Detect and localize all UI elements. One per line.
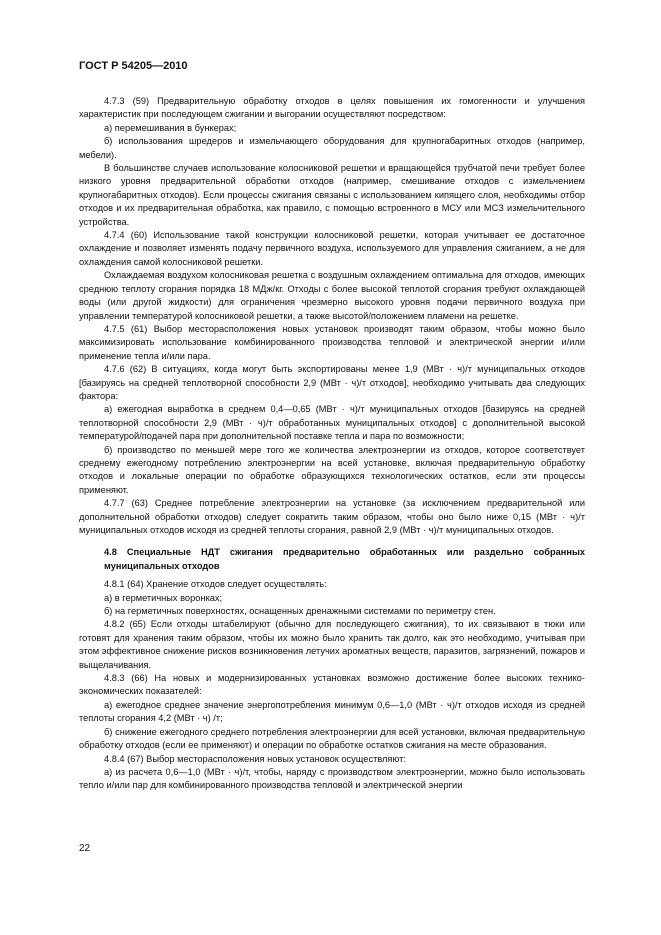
paragraph-4-7-6: 4.7.6 (62) В ситуациях, когда могут быть экспортированы менее 1,9 (МВт · ч)/т муниципальных отходов [базируясь на средней теплотворной способности 2,9 (МВт · ч)/т отходов], необходимо учитывать два следующих фактора:: [79, 364, 585, 401]
paragraph-4-7-4: 4.7.4 (60) Использование такой конструкции колосниковой решетки, которая учитывает ее достаточное охлаждение и позволяет изменять подачу первичного воздуха, используемого для управления сжиганием, а не для охлаждения самой колосниковой решетки.: [79, 230, 585, 267]
document-body: [79, 95, 585, 793]
list-item: а) в герметичных воронках;: [104, 592, 223, 603]
list-item: б) использования шредеров и измельчающего оборудования для крупногабаритных отходов (например, мебели).: [79, 136, 585, 160]
list-item: б) на герметичных поверхностях, оснащенных дренажными системами по периметру стен.: [104, 606, 496, 617]
paragraph-4-8-3: 4.8.3 (66) На новых и модернизированных установках возможно достижение более высоких технико-экономических показателей:: [79, 673, 585, 697]
list-item: а) ежегодная выработка в среднем 0,4—0,65 (МВт · ч)/т муниципальных отходов [базируясь на средней теплотворной способности 2,9 (МВт · ч)/т обработанных муниципальных отходов] с дополнительной высокой температурой/подачей пара при дополнительной поставке тепла и пара по возможности;: [79, 404, 585, 442]
list-item: а) перемешивания в бункерах;: [104, 122, 237, 133]
paragraph: В большинстве случаев использование колосниковой решетки и вращающейся трубчатой печи требует более низкого уровня предварительной обработки отходов (например, смешивание отходов с измельчением крупногабаритных отходов). Если процессы сжигания связаны с использованием кипящего слоя, необходимы отбор отходов и их предварительная обработка, как правило, с помощью встроенного в МСУ или МСЗ измельчительного устройства.: [79, 163, 585, 227]
document-header: ГОСТ Р 54205—2010: [79, 60, 188, 72]
list-item: а) ежегодное среднее значение энергопотребления минимум 0,6—1,0 (МВт · ч)/т отходов исходя из средней теплоты сгорания 4,2 (МВт · ч) /т;: [79, 699, 585, 724]
paragraph: Охлаждаемая воздухом колосниковая решетка с воздушным охлаждением оптимальна для отходов, имеющих среднюю теплоту сгорания порядка 18 МДж/кг. Отходы с более высокой теплотой сгорания требуют охлаждающей воды (или другой жидкости) для ограничения чрезмерно высокого уровня подачи первичного воздуха при управлении температурой колосниковой решетки, а также высотой/положением пламени на решетке.: [79, 270, 585, 321]
paragraph-4-7-3: 4.7.3 (59) Предварительную обработку отходов в целях повышения их гомогенности и улучшения характеристик при последующем сжигании и выгорании осуществляют посредством:: [79, 96, 585, 120]
page-number: 22: [79, 843, 91, 854]
paragraph-4-8-1: 4.8.1 (64) Хранение отходов следует осуществлять:: [104, 579, 327, 590]
list-item: б) снижение ежегодного среднего потребления электроэнергии для всей установки, включая предварительную обработку отходов (если ее применяют) и операции по обработке остатков сжигания на месте образования.: [79, 726, 585, 751]
paragraph-4-8-4: 4.8.4 (67) Выбор месторасположения новых установок осуществляют:: [104, 753, 406, 764]
list-item: б) производство по меньшей мере того же количества электроэнергии из отходов, которое соответствует среднему ежегодному потреблению электроэнергии на всей установке, включая предварительную обработку отходов и локальные операции по обработке образующихся технологических остатков, если эти процессы применяют.: [79, 444, 585, 495]
paragraph-4-7-7: 4.7.7 (63) Среднее потребление электроэнергии на установке (за исключением предварительной или дополнительной обработки отходов) следует сократить таким образом, чтобы оно было ниже 0,15 (МВт · ч)/т муниципальных отходов исходя из средней теплоты сгорания, равной 2,9 (МВт · ч)/т муниципальных отходов.: [79, 498, 585, 535]
section-heading-4-8: 4.8 Специальные НДТ сжигания предварительно обработанных или раздельно собранных муниципальных отходов: [104, 547, 585, 571]
paragraph-4-7-5: 4.7.5 (61) Выбор месторасположения новых установок производят таким образом, чтобы можно было максимизировать использование комбинированного производства тепловой и электрической энергии и/или применение тепла и/или пара.: [79, 323, 585, 361]
paragraph-4-8-2: 4.8.2 (65) Если отходы штабелируют (обычно для последующего сжигания), то их связывают в тюки или готовят для хранения таким образом, чтобы их можно было хранить так долго, как это необходимо, учитывая при этом эффективное снижение рисков возникновения летучих ароматных веществ, паразитов, загрязнений, пожаров и выщелачивания.: [79, 619, 585, 670]
list-item: а) из расчета 0,6—1,0 (МВт · ч)/т, чтобы, наряду с производством электроэнергии, можно было использовать тепло и/или пар для комбинированного производства тепловой и электрической энергии: [79, 766, 585, 791]
